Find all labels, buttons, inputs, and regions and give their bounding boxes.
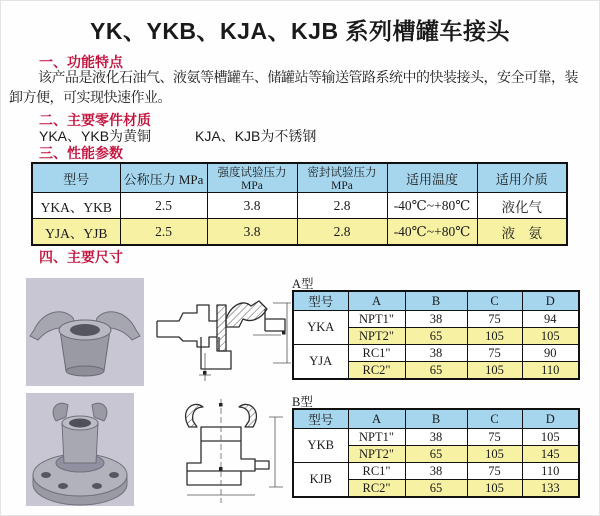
performance-header-row <box>32 163 567 193</box>
cell-d: 94 <box>522 311 579 328</box>
cell-model: KJB <box>293 463 348 498</box>
col-medium: 适用介质 <box>477 163 567 193</box>
performance-row <box>32 193 567 219</box>
cell-b: 38 <box>405 345 467 362</box>
dim-b-header-row <box>293 409 579 429</box>
section-heading-dimensions: 四、主要尺寸 <box>39 249 123 265</box>
cell-a: RC2" <box>348 480 405 498</box>
cell-c: 75 <box>467 311 522 328</box>
col-c: C <box>467 291 522 311</box>
cell-c: 75 <box>467 345 522 362</box>
cell-d: 133 <box>522 480 579 498</box>
cell-model: YKA、YKB <box>32 193 120 219</box>
col-strength-test-pressure: 强度试验压力MPa <box>207 163 297 193</box>
cell-d: 145 <box>522 446 579 463</box>
cell-b: 38 <box>405 311 467 328</box>
dim-row <box>293 345 579 362</box>
cell-nominal-pressure: 2.5 <box>120 193 207 219</box>
cell-model: YKA <box>293 311 348 345</box>
col-nominal-pressure: 公称压力 MPa <box>120 163 207 193</box>
col-d: D <box>522 409 579 429</box>
claw-coupling-photo <box>26 278 144 386</box>
performance-table <box>31 162 568 246</box>
cell-a: RC1" <box>348 345 405 362</box>
cell-model: YJA <box>293 345 348 380</box>
table-b-label: B型 <box>292 395 313 409</box>
col-model: 型号 <box>293 291 348 311</box>
cell-b: 65 <box>405 446 467 463</box>
section-heading-performance: 三、性能参数 <box>39 145 123 161</box>
cell-c: 105 <box>467 480 522 498</box>
col-model: 型号 <box>293 409 348 429</box>
cell-a: NPT1" <box>348 311 405 328</box>
col-temperature: 适用温度 <box>387 163 477 193</box>
cell-a: NPT2" <box>348 446 405 463</box>
cell-d: 110 <box>522 362 579 380</box>
cell-b: 65 <box>405 328 467 345</box>
cell-c: 105 <box>467 362 522 380</box>
cell-d: 105 <box>522 328 579 345</box>
col-seal-test-pressure: 密封试验压力MPa <box>297 163 387 193</box>
cell-d: 110 <box>522 463 579 480</box>
col-model: 型号 <box>32 163 120 193</box>
flanged-coupling-section-drawing <box>157 397 291 507</box>
cell-d: 90 <box>522 345 579 362</box>
section-heading-materials: 二、主要零件材质 <box>39 112 151 128</box>
dim-row <box>293 463 579 480</box>
section-heading-features: 一、功能特点 <box>39 54 123 70</box>
cell-a: RC1" <box>348 463 405 480</box>
cell-strength-pressure: 3.8 <box>207 193 297 219</box>
cell-medium: 液化气 <box>477 193 567 219</box>
cell-c: 105 <box>467 328 522 345</box>
flanged-coupling-photo <box>26 393 134 506</box>
cell-d: 105 <box>522 429 579 446</box>
cell-b: 65 <box>405 480 467 498</box>
page-title: YK、YKB、KJA、KJB 系列槽罐车接头 <box>90 18 510 44</box>
dimension-table-a <box>292 290 580 380</box>
cell-temperature: -40℃~+80℃ <box>387 219 477 246</box>
dim-a-header-row <box>293 291 579 311</box>
cell-b: 38 <box>405 463 467 480</box>
col-a: A <box>348 409 405 429</box>
materials-stainless: KJA、KJB为不锈钢 <box>195 128 317 144</box>
dimension-table-b <box>292 408 580 498</box>
col-b: B <box>405 409 467 429</box>
col-d: D <box>522 291 579 311</box>
cell-model: YJA、YJB <box>32 219 120 246</box>
cell-c: 105 <box>467 446 522 463</box>
claw-coupling-section-drawing <box>153 279 295 385</box>
cell-c: 75 <box>467 463 522 480</box>
cell-temperature: -40℃~+80℃ <box>387 193 477 219</box>
dim-row <box>293 429 579 446</box>
cell-nominal-pressure: 2.5 <box>120 219 207 246</box>
cell-b: 38 <box>405 429 467 446</box>
dim-row <box>293 311 579 328</box>
cell-seal-pressure: 2.8 <box>297 193 387 219</box>
materials-brass: YKA、YKB为黄铜 <box>39 128 152 144</box>
features-paragraph: 该产品是液化石油气、液氨等槽罐车、储罐站等输送管路系统中的快装接头，安全可靠，装卸方便，可实现快速作业。 <box>9 69 578 105</box>
cell-medium: 液 氨 <box>477 219 567 246</box>
cell-a: NPT1" <box>348 429 405 446</box>
cell-a: RC2" <box>348 362 405 380</box>
cell-strength-pressure: 3.8 <box>207 219 297 246</box>
col-c: C <box>467 409 522 429</box>
cell-b: 65 <box>405 362 467 380</box>
cell-c: 75 <box>467 429 522 446</box>
cell-a: NPT2" <box>348 328 405 345</box>
cell-model: YKB <box>293 429 348 463</box>
col-b: B <box>405 291 467 311</box>
table-a-label: A型 <box>292 277 314 291</box>
col-a: A <box>348 291 405 311</box>
performance-row <box>32 219 567 246</box>
cell-seal-pressure: 2.8 <box>297 219 387 246</box>
